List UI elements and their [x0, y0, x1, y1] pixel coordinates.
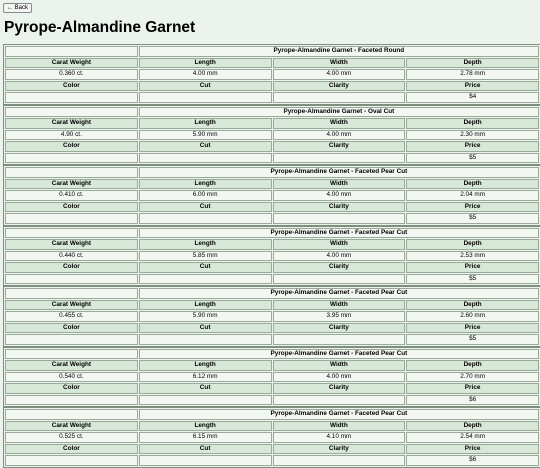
column-header: Color: [5, 262, 138, 273]
column-header: Color: [5, 81, 138, 92]
item-price-value: $5: [406, 274, 539, 285]
item-title: Pyrope-Almandine Garnet - Faceted Round: [139, 46, 539, 57]
gem-item-table: [4, 348, 540, 407]
item-width-value: 4.00 mm: [273, 251, 406, 262]
item-carat-value: 0.525 ct.: [5, 432, 138, 443]
item-carat-value: 4.90 ct.: [5, 130, 138, 141]
item-depth-value: 2.04 mm: [406, 190, 539, 201]
table-row: [5, 190, 539, 201]
item-depth-value: 2.60 mm: [406, 311, 539, 322]
column-header: Clarity: [273, 323, 406, 334]
item-cut-value: [139, 395, 272, 406]
column-header: Cut: [139, 81, 272, 92]
table-row: [5, 409, 539, 420]
item-title: Pyrope-Almandine Garnet - Oval Cut: [139, 107, 539, 118]
column-header: Price: [406, 81, 539, 92]
table-row: [5, 118, 539, 129]
column-header: Depth: [406, 118, 539, 129]
table-row: [5, 421, 539, 432]
column-header: Carat Weight: [5, 58, 138, 69]
title-spacer-cell: [5, 288, 138, 299]
item-depth-value: 2.30 mm: [406, 130, 539, 141]
item-title: Pyrope-Almandine Garnet - Faceted Pear Cut: [139, 167, 539, 178]
item-title: Pyrope-Almandine Garnet - Faceted Pear Cut: [139, 288, 539, 299]
item-cut-value: [139, 213, 272, 224]
column-header: Carat Weight: [5, 300, 138, 311]
gem-item-table: [4, 408, 540, 467]
column-header: Width: [273, 360, 406, 371]
item-depth-value: 2.78 mm: [406, 69, 539, 80]
item-length-value: 5.90 mm: [139, 311, 272, 322]
table-row: [5, 432, 539, 443]
title-spacer-cell: [5, 46, 138, 57]
table-row: [5, 130, 539, 141]
item-color-value: [5, 274, 138, 285]
item-cut-value: [139, 334, 272, 345]
column-header: Color: [5, 141, 138, 152]
column-header: Width: [273, 118, 406, 129]
table-row: [5, 349, 539, 360]
column-header: Width: [273, 179, 406, 190]
item-clarity-value: [273, 274, 406, 285]
item-cut-value: [139, 153, 272, 164]
gem-item-table: [4, 106, 540, 165]
column-header: Width: [273, 300, 406, 311]
column-header: Price: [406, 202, 539, 213]
item-length-value: 4.00 mm: [139, 69, 272, 80]
table-row: [5, 58, 539, 69]
gem-listing: [3, 44, 540, 468]
table-row: [5, 167, 539, 178]
column-header: Depth: [406, 239, 539, 250]
column-header: Cut: [139, 141, 272, 152]
item-clarity-value: [273, 455, 406, 466]
column-header: Length: [139, 421, 272, 432]
table-row: [5, 274, 539, 285]
item-width-value: 4.00 mm: [273, 130, 406, 141]
column-header: Carat Weight: [5, 360, 138, 371]
table-row: [5, 92, 539, 103]
item-price-value: $6: [406, 455, 539, 466]
item-length-value: 5.85 mm: [139, 251, 272, 262]
table-row: [5, 395, 539, 406]
table-row: [5, 360, 539, 371]
item-color-value: [5, 92, 138, 103]
item-width-value: 4.00 mm: [273, 190, 406, 201]
table-row: [5, 334, 539, 345]
item-color-value: [5, 153, 138, 164]
item-width-value: 4.10 mm: [273, 432, 406, 443]
column-header: Color: [5, 444, 138, 455]
item-color-value: [5, 395, 138, 406]
item-title: Pyrope-Almandine Garnet - Faceted Pear Cut: [139, 409, 539, 420]
item-carat-value: 0.410 ct.: [5, 190, 138, 201]
column-header: Clarity: [273, 383, 406, 394]
column-header: Depth: [406, 421, 539, 432]
item-clarity-value: [273, 153, 406, 164]
gem-item-table: [4, 227, 540, 286]
table-row: [5, 383, 539, 394]
item-depth-value: 2.54 mm: [406, 432, 539, 443]
column-header: Clarity: [273, 81, 406, 92]
column-header: Carat Weight: [5, 421, 138, 432]
table-row: [5, 455, 539, 466]
title-spacer-cell: [5, 107, 138, 118]
column-header: Width: [273, 421, 406, 432]
item-color-value: [5, 455, 138, 466]
item-price-value: $4: [406, 92, 539, 103]
table-row: [5, 288, 539, 299]
column-header: Price: [406, 444, 539, 455]
item-title: Pyrope-Almandine Garnet - Faceted Pear Cut: [139, 228, 539, 239]
column-header: Clarity: [273, 141, 406, 152]
column-header: Length: [139, 58, 272, 69]
column-header: Length: [139, 179, 272, 190]
column-header: Depth: [406, 360, 539, 371]
table-row: [5, 69, 539, 80]
item-color-value: [5, 334, 138, 345]
item-price-value: $5: [406, 153, 539, 164]
column-header: Length: [139, 118, 272, 129]
column-header: Clarity: [273, 262, 406, 273]
table-row: [5, 213, 539, 224]
column-header: Cut: [139, 202, 272, 213]
column-header: Color: [5, 202, 138, 213]
back-button[interactable]: ← Back: [3, 3, 32, 13]
column-header: Depth: [406, 179, 539, 190]
item-length-value: 6.12 mm: [139, 372, 272, 383]
column-header: Color: [5, 323, 138, 334]
table-row: [5, 46, 539, 57]
column-header: Color: [5, 383, 138, 394]
table-row: [5, 81, 539, 92]
column-header: Width: [273, 239, 406, 250]
item-cut-value: [139, 455, 272, 466]
table-row: [5, 311, 539, 322]
table-row: [5, 141, 539, 152]
item-price-value: $6: [406, 395, 539, 406]
column-header: Depth: [406, 58, 539, 69]
item-carat-value: 0.455 ct.: [5, 311, 138, 322]
column-header: Width: [273, 58, 406, 69]
item-length-value: 6.00 mm: [139, 190, 272, 201]
item-clarity-value: [273, 395, 406, 406]
gem-item-table: [4, 45, 540, 104]
title-spacer-cell: [5, 409, 138, 420]
table-row: [5, 323, 539, 334]
item-depth-value: 2.70 mm: [406, 372, 539, 383]
column-header: Length: [139, 239, 272, 250]
column-header: Carat Weight: [5, 179, 138, 190]
table-row: [5, 300, 539, 311]
column-header: Cut: [139, 444, 272, 455]
column-header: Cut: [139, 383, 272, 394]
table-row: [5, 444, 539, 455]
column-header: Cut: [139, 262, 272, 273]
item-length-value: 5.90 mm: [139, 130, 272, 141]
table-row: [5, 228, 539, 239]
table-row: [5, 372, 539, 383]
table-row: [5, 202, 539, 213]
column-header: Price: [406, 323, 539, 334]
gem-item-table: [4, 287, 540, 346]
column-header: Price: [406, 141, 539, 152]
table-row: [5, 179, 539, 190]
item-width-value: 3.95 mm: [273, 311, 406, 322]
item-clarity-value: [273, 213, 406, 224]
table-row: [5, 251, 539, 262]
column-header: Price: [406, 383, 539, 394]
item-carat-value: 0.440 ct.: [5, 251, 138, 262]
item-carat-value: 0.540 ct.: [5, 372, 138, 383]
item-clarity-value: [273, 92, 406, 103]
column-header: Price: [406, 262, 539, 273]
item-width-value: 4.00 mm: [273, 372, 406, 383]
title-spacer-cell: [5, 167, 138, 178]
column-header: Length: [139, 360, 272, 371]
column-header: Carat Weight: [5, 118, 138, 129]
item-cut-value: [139, 274, 272, 285]
column-header: Clarity: [273, 202, 406, 213]
item-color-value: [5, 213, 138, 224]
item-length-value: 6.15 mm: [139, 432, 272, 443]
item-depth-value: 2.53 mm: [406, 251, 539, 262]
column-header: Depth: [406, 300, 539, 311]
item-cut-value: [139, 92, 272, 103]
item-price-value: $5: [406, 213, 539, 224]
item-clarity-value: [273, 334, 406, 345]
page-title: Pyrope-Almandine Garnet: [4, 19, 196, 36]
item-price-value: $5: [406, 334, 539, 345]
table-row: [5, 107, 539, 118]
column-header: Cut: [139, 323, 272, 334]
gem-item-table: [4, 166, 540, 225]
item-carat-value: 0.360 ct.: [5, 69, 138, 80]
column-header: Clarity: [273, 444, 406, 455]
column-header: Length: [139, 300, 272, 311]
table-row: [5, 239, 539, 250]
item-title: Pyrope-Almandine Garnet - Faceted Pear Cut: [139, 349, 539, 360]
title-spacer-cell: [5, 228, 138, 239]
column-header: Carat Weight: [5, 239, 138, 250]
table-row: [5, 153, 539, 164]
item-width-value: 4.00 mm: [273, 69, 406, 80]
title-spacer-cell: [5, 349, 138, 360]
table-row: [5, 262, 539, 273]
